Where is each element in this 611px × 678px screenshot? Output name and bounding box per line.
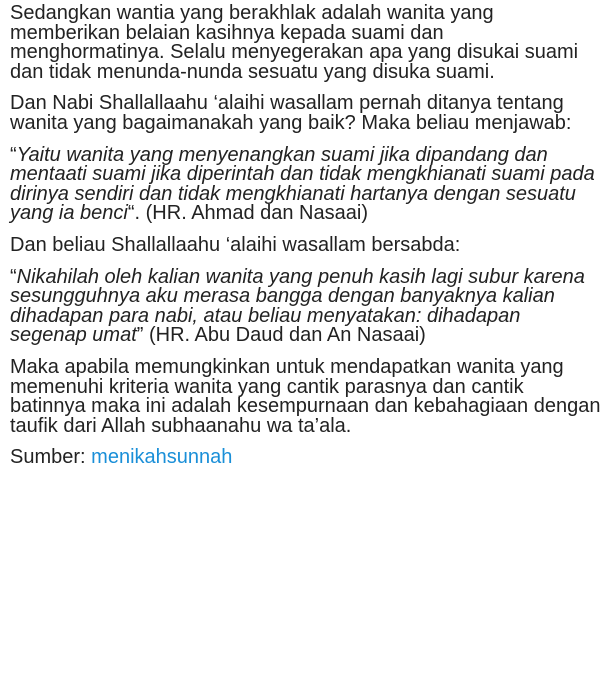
paragraph-question: Dan Nabi Shallallaahu ‘alaihi wasallam pernah ditanya tentang wanita yang bagaimanakah yang baik? Maka beliau menjawab: bbox=[10, 92, 572, 134]
quote-hadith-ahmad bbox=[10, 143, 601, 225]
quote-hadith-abu-daud bbox=[10, 265, 601, 347]
quote-citation: ” (HR. Abu Daud dan An Nasaai) bbox=[136, 324, 426, 347]
quote-text: Yaitu wanita yang menyenangkan suami jika dipandang dan mentaati suami jika diperintah dan tidak mengkhianati suami pada dirinya sendiri dan tidak mengkhianati hartanya dengan sesuatu yang ia benci bbox=[10, 143, 595, 225]
paragraph-bersabda: Dan beliau Shallallaahu ‘alaihi wasallam bersabda: bbox=[10, 233, 461, 256]
quote-open-mark: “ bbox=[10, 143, 17, 166]
source-link[interactable]: menikahsunnah bbox=[91, 446, 233, 469]
quote-open-mark: “ bbox=[10, 265, 17, 288]
source-line bbox=[10, 448, 601, 468]
paragraph-conclusion: Maka apabila memungkinkan untuk mendapatkan wanita yang memenuhi kriteria wanita yang cantik parasnya dan cantik batinnya maka ini adalah kesempurnaan dan kebahagiaan dengan taufik dari Allah subhaanahu wa ta’ala. bbox=[10, 355, 601, 437]
paragraph-akhlak: Sedangkan wantia yang berakhlak adalah wanita yang memberikan belaian kasihnya kepada suami dan menghormatinya. Selalu menyegerakan apa yang disukai suami dan tidak menunda-nunda sesuatu yang disuka suami. bbox=[10, 2, 579, 83]
quote-text: Nikahilah oleh kalian wanita yang penuh kasih lagi subur karena sesungguhnya aku merasa bangga dengan banyaknya kalian dihadapan para nabi, atau beliau menyatakan: dihadapan segenap umat bbox=[10, 265, 585, 347]
source-label: Sumber: bbox=[10, 446, 92, 469]
quote-citation: “. (HR. Ahmad dan Nasaai) bbox=[127, 202, 368, 225]
